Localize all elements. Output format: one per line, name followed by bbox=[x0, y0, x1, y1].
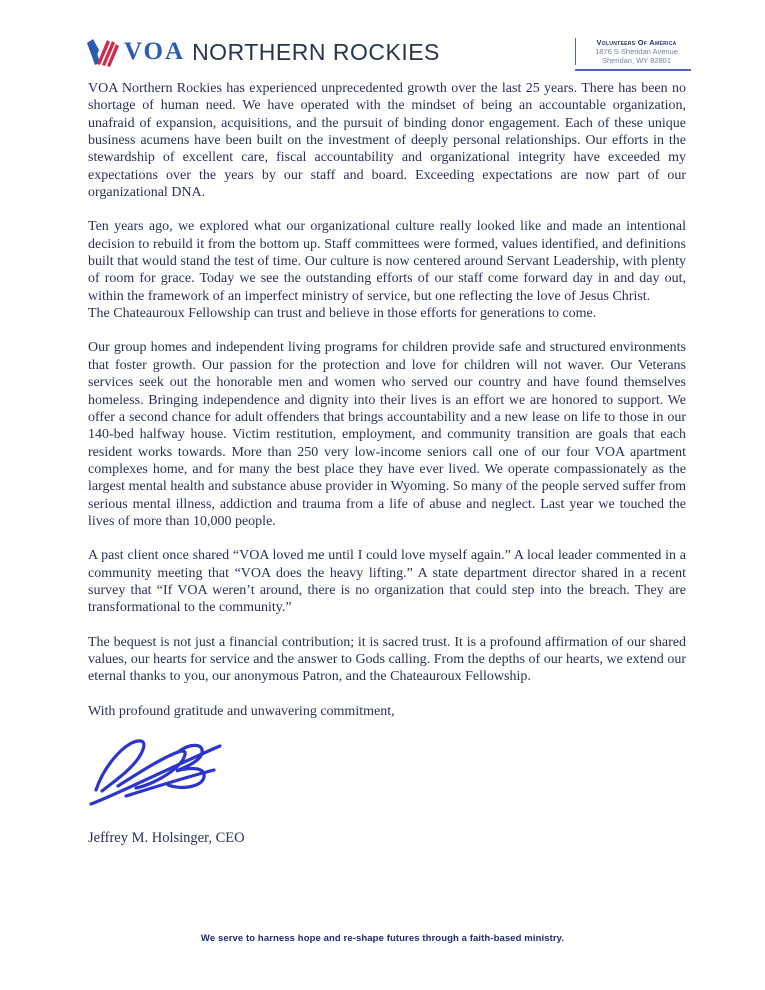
paragraph-text: The bequest is not just a financial contribution; it is sacred trust. It is a profound affirmation of our shared values, our hearts for service and the answer to Gods calling. From the depths of our hearts, we extend our eternal thanks to you, our anonymous Patron, and the Chateauroux Fellowship. bbox=[88, 634, 686, 685]
letter-paragraph-1 bbox=[88, 80, 686, 201]
letter-paragraph-3 bbox=[88, 339, 686, 530]
brand-voa-text: VOA bbox=[124, 38, 186, 65]
paragraph-text: VOA Northern Rockies has experienced unprecedented growth over the last 25 years. There has been no shortage of human need. We have operated with the mindset of being an accountable organization, unafraid of expansion, acquisitions, and the pursuit of binding donor engagement. Each of these unique business acumens have been built on the investment of deeply personal relationships. Our efforts in the stewardship of excellent care, fiscal accountability and organizational integrity have exceeded my expectations over the years by our staff and board. Exceeding expectations are now part of our organizational DNA. bbox=[88, 81, 686, 201]
paragraph-text: Ten years ago, we explored what our organizational culture really looked like and made an intentional decision to rebuild it from the bottom up. Staff committees were formed, values identified, and definitions built that would stand the test of time. Our culture is now centered around Servant Leadership, with plenty of room for grace. Today we see the outstanding efforts of our staff come forward day in and day out, within the framework of an imperfect ministry of service, but one reflecting the love of Jesus Christ. bbox=[88, 219, 686, 304]
signature-image bbox=[88, 726, 686, 824]
letter-body bbox=[88, 80, 686, 847]
brand-name-text: NORTHERN ROCKIES bbox=[192, 38, 440, 65]
footer-tagline: We serve to harness hope and re-shape futures through a faith-based ministry. bbox=[200, 933, 565, 944]
org-address bbox=[575, 38, 691, 65]
paragraph-text: A past client once shared “VOA loved me until I could love myself again.” A local leader commented in a community meeting that “VOA does the heavy lifting.” A state department director shared in a recent survey that “If VOA weren’t around, there is no organization that could step into the breach. They are transformational to the community.” bbox=[88, 548, 686, 616]
letter-paragraph-2 bbox=[88, 218, 686, 322]
closing-text: With profound gratitude and unwavering commitment, bbox=[88, 703, 395, 719]
org-address-street: 1876 S Sheridan Avenue bbox=[595, 47, 678, 56]
org-address-city: Sheridan, WY 82801 bbox=[601, 56, 672, 65]
letterhead bbox=[85, 36, 691, 71]
org-address-block bbox=[575, 38, 691, 71]
closing-line bbox=[88, 703, 686, 720]
signer-name: Jeffrey M. Holsinger, CEO bbox=[88, 830, 245, 846]
brand-lockup bbox=[85, 36, 440, 68]
paragraph-text: The Chateauroux Fellowship can trust and believe in those efforts for generations to come. bbox=[88, 306, 597, 322]
org-address-name: Volunteers Of America bbox=[596, 38, 677, 47]
paragraph-text: Our group homes and independent living programs for children provide safe and structured environments that foster growth. Our passion for the protection and love for children will not waver. Our Veterans services seek out the honorable men and women who served our country and have found themselves homeless. Bringing independence and dignity into their lives is an effort we are honored to support. We offer a second chance for adult offenders that brings accountability and a new lease on life to those in our 140-bed halfway house. Victim restitution, employment, and community transition are goals that each resident works towards. More than 250 very low-income seniors call one of our four VOA apartment complexes home, and for many the best place they have ever lived. We operate compassionately as the largest mental health and substance abuse provider in Wyoming. So many of the people served suffer from serious mental illness, addiction and trauma from a life of abuse and neglect. Last year we touched the lives of more than 10,000 people. bbox=[88, 340, 686, 529]
letter-paragraph-5 bbox=[88, 634, 686, 686]
letter-paragraph-4 bbox=[88, 547, 686, 616]
voa-logo-icon bbox=[85, 36, 119, 68]
